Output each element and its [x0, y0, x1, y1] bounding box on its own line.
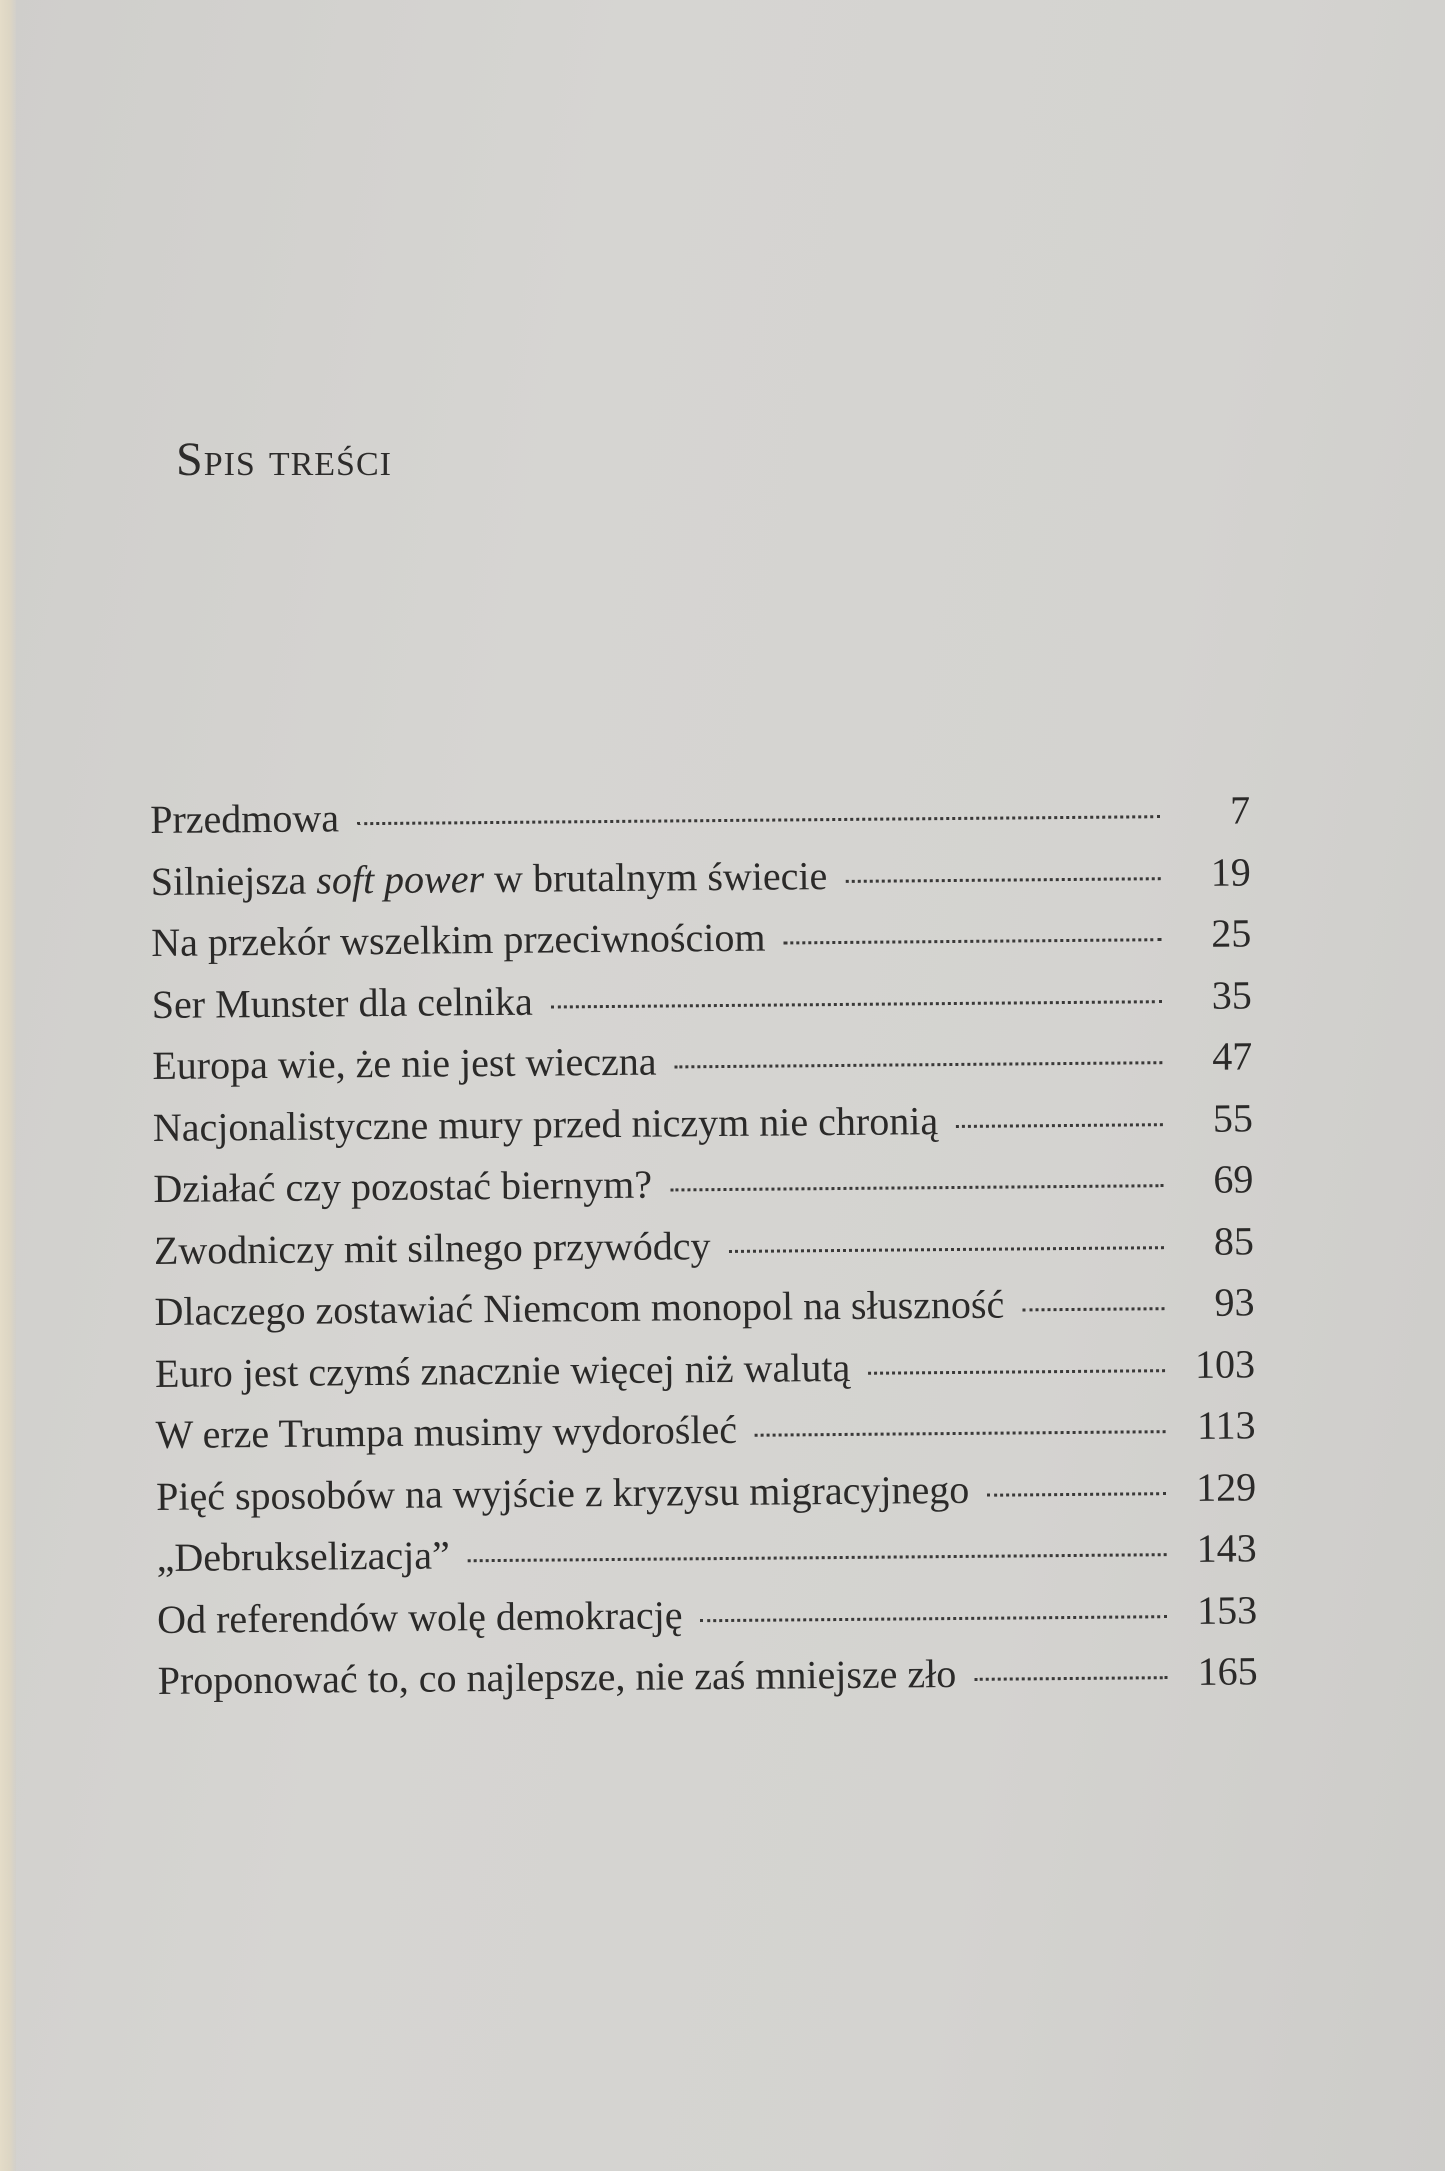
toc-page-number: 103 — [1194, 1340, 1256, 1387]
dot-leader — [1022, 1307, 1164, 1311]
toc-entry-title: Proponować to, co najlepsze, nie zaś mniejsze zło — [157, 1650, 957, 1703]
toc-page-number: 19 — [1210, 848, 1251, 895]
toc-page-number: 55 — [1212, 1094, 1254, 1141]
toc-page-number: 113 — [1196, 1402, 1256, 1448]
toc-page-number: 25 — [1211, 910, 1252, 956]
toc-entry-title: Od referendów wolę demokrację — [156, 1591, 683, 1642]
dot-leader — [956, 1123, 1163, 1128]
dot-leader — [987, 1492, 1166, 1497]
toc-entry-dlaczego — [154, 1278, 1254, 1349]
toc-page-number: 47 — [1212, 1033, 1253, 1079]
toc-entry-title: Dlaczego zostawiać Niemcom monopol na słuszność — [154, 1281, 1005, 1334]
toc-page-number: 153 — [1196, 1586, 1258, 1633]
toc-entry-era-trumpa — [155, 1401, 1255, 1472]
toc-entry-przeciwnosciom — [151, 909, 1251, 980]
dot-leader — [755, 1430, 1166, 1437]
dot-leader — [701, 1615, 1168, 1622]
toc-entry-proponowac — [158, 1647, 1258, 1718]
toc-entry-dzialac — [153, 1155, 1253, 1226]
dot-leader — [357, 815, 1160, 825]
toc-entry-zwodniczy-mit — [154, 1217, 1254, 1288]
dot-leader — [868, 1369, 1165, 1375]
toc-page-number: 85 — [1213, 1217, 1255, 1264]
toc-page-number: 165 — [1197, 1648, 1258, 1694]
toc-entry-title: Euro jest czymś znacznie więcej niż walutą — [154, 1344, 851, 1396]
dot-leader — [670, 1184, 1163, 1191]
toc-entry-title — [151, 852, 828, 905]
toc-entry-nacjonalistyczne-mury — [153, 1094, 1253, 1165]
toc-page-number: 7 — [1229, 787, 1251, 833]
toc-entry-ser-munster — [152, 971, 1252, 1042]
toc-entry-title-italic: soft power — [316, 855, 485, 903]
toc-entry-debrukselizacja — [156, 1524, 1256, 1595]
dot-leader — [468, 1553, 1167, 1562]
toc-entry-europa-wie — [152, 1032, 1252, 1103]
toc-entry-title: Pięć sposobów na wyjście z kryzysu migracyjnego — [155, 1466, 970, 1519]
toc-entry-title: W erze Trumpa musimy wydorośleć — [155, 1406, 738, 1457]
toc-page-number: 143 — [1196, 1525, 1257, 1571]
toc-entry-title-part: w brutalnym świecie — [483, 852, 828, 901]
page-edge — [0, 0, 16, 2171]
toc-entry-referendow — [157, 1586, 1257, 1657]
dot-leader — [729, 1246, 1164, 1253]
toc-entry-title: Przedmowa — [150, 795, 340, 842]
dot-leader — [551, 1000, 1162, 1008]
toc-entry-title: Działać czy pozostać biernym? — [153, 1161, 653, 1211]
toc-entry-title: Ser Munster dla celnika — [151, 978, 533, 1027]
dot-leader — [845, 877, 1160, 883]
dot-leader — [784, 938, 1162, 944]
toc-entry-euro — [155, 1340, 1255, 1411]
toc-entry-piec-sposobow — [156, 1463, 1256, 1534]
toc-entry-przedmowa — [150, 786, 1250, 857]
toc-entry-title: Na przekór wszelkim przeciwnościom — [151, 914, 766, 965]
toc-page-number: 93 — [1214, 1279, 1255, 1325]
table-of-contents — [150, 786, 1258, 1718]
dot-leader — [675, 1061, 1163, 1068]
dot-leader — [974, 1676, 1167, 1681]
toc-entry-title: Zwodniczy mit silnego przywódcy — [153, 1222, 711, 1273]
toc-entry-title: „Debrukselizacja” — [156, 1532, 450, 1580]
toc-entry-title: Europa wie, że nie jest wieczna — [152, 1038, 657, 1088]
toc-entry-soft-power — [151, 848, 1251, 919]
toc-page-number: 129 — [1195, 1463, 1257, 1510]
toc-page-number: 69 — [1213, 1156, 1254, 1202]
toc-page-number: 35 — [1211, 971, 1252, 1018]
toc-entry-title-part: Silniejsza — [150, 857, 317, 904]
toc-entry-title: Nacjonalistyczne mury przed niczym nie chronią — [152, 1097, 939, 1150]
page-title: Spis treści — [176, 433, 392, 486]
